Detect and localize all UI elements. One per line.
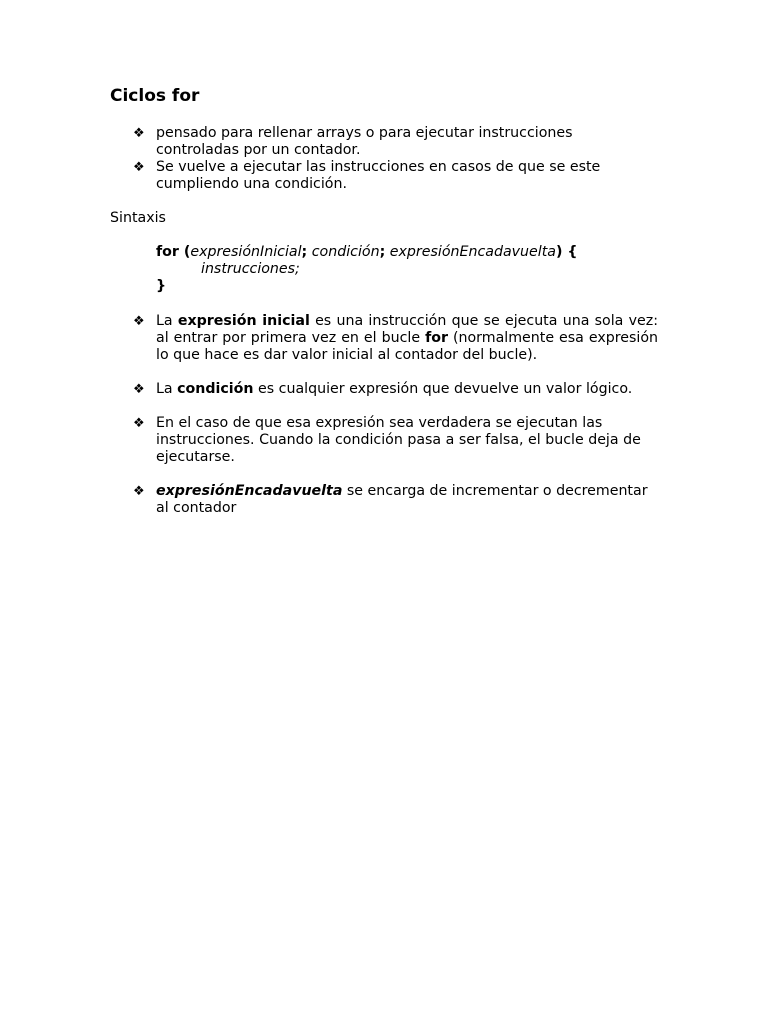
bullet-text: En el caso de que esa expresión sea verdadera se ejecutan las instrucciones. Cuando la condición pasa a ser falsa, el bucle deja de ejecutarse. <box>156 415 641 465</box>
diamond-bullet-icon: ❖ <box>133 382 145 397</box>
intro-bullet-list <box>133 125 658 193</box>
list-item <box>133 125 658 159</box>
term-expresion-encadavuelta: expresiónEncadavuelta <box>156 483 343 499</box>
code-line-close: } <box>156 278 167 294</box>
list-item <box>133 483 658 517</box>
bullet-text: se encarga de incrementar o decrementar al contador <box>156 483 648 516</box>
code-line-body: instrucciones; <box>201 261 300 277</box>
diamond-bullet-icon: ❖ <box>133 484 145 499</box>
bullet-text: es cualquier expresión que devuelve un valor lógico. <box>253 381 633 397</box>
term-expresion-inicial: expresión inicial <box>177 313 310 329</box>
diamond-bullet-icon: ❖ <box>133 160 145 175</box>
bullet-text: Se vuelve a ejecutar las instrucciones en casos de que se este cumpliendo una condición. <box>156 159 601 192</box>
code-line-header <box>156 244 578 261</box>
condition-expression: condición <box>307 244 380 260</box>
diamond-bullet-icon: ❖ <box>133 126 145 141</box>
bullet-text: pensado para rellenar arrays o para ejecutar instrucciones controladas por un contador. <box>156 125 573 158</box>
each-iteration-expression: expresiónEncadavuelta <box>385 244 556 260</box>
list-item <box>133 415 658 466</box>
initial-expression: expresiónInicial <box>190 244 302 260</box>
list-item <box>133 313 658 364</box>
bullet-text-prefix: La <box>156 313 178 329</box>
term-condicion: condición <box>177 381 254 397</box>
open-brace: ) { <box>555 244 578 260</box>
bullet-text: es una instrucción que se ejecuta una sola vez: al entrar por primera vez en el bucle <box>156 313 658 346</box>
page-title: Ciclos for <box>110 86 200 106</box>
separator: ; <box>301 244 308 260</box>
list-item <box>133 381 658 398</box>
diamond-bullet-icon: ❖ <box>133 416 145 431</box>
list-item <box>133 159 658 193</box>
for-keyword: for ( <box>156 244 191 260</box>
bullet-text: (normalmente esa expresión lo que hace es dar valor inicial al contador del bucle). <box>156 330 659 363</box>
detail-bullet-list <box>133 313 658 517</box>
syntax-label: Sintaxis <box>110 210 166 226</box>
diamond-bullet-icon: ❖ <box>133 314 145 329</box>
for-keyword: for <box>425 330 448 346</box>
separator: ; <box>379 244 386 260</box>
syntax-code-block <box>156 244 578 295</box>
bullet-text-prefix: La <box>156 381 178 397</box>
